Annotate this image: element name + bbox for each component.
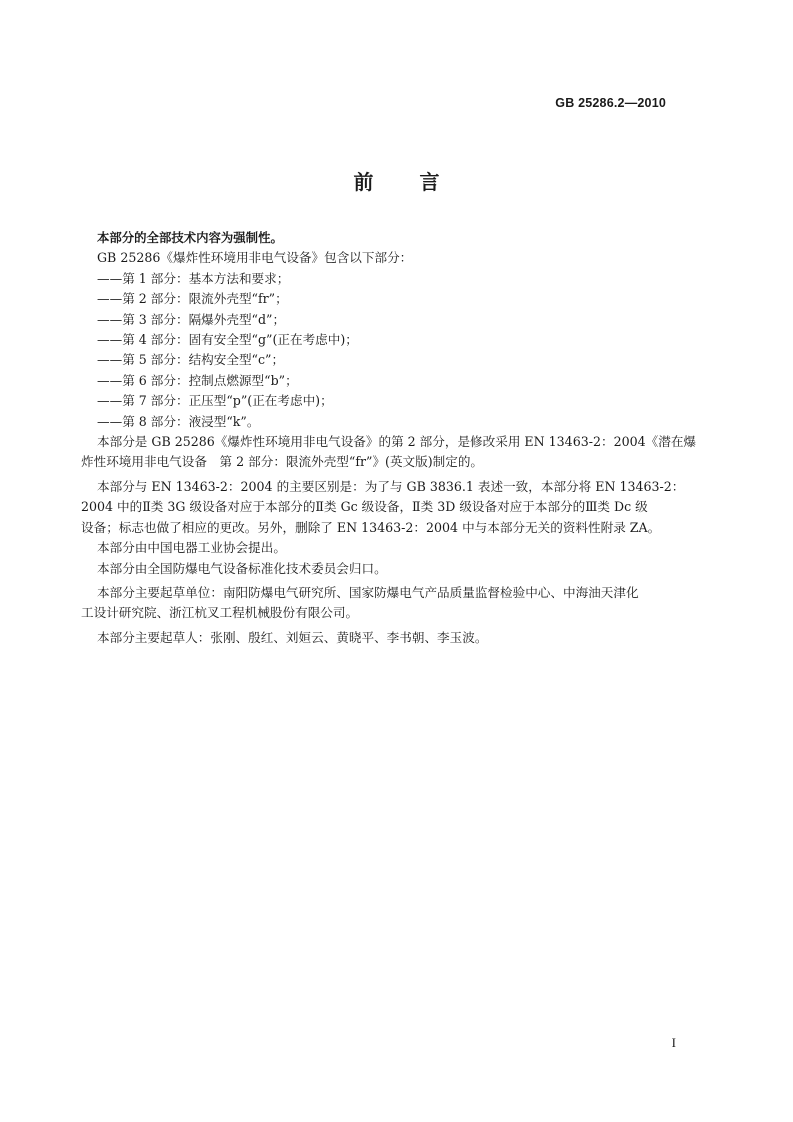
part-item-3: ——第 3 部分：隔爆外壳型“d”；: [97, 311, 286, 327]
page-title: [0, 166, 793, 195]
part-item-8: ——第 8 部分：液浸型“k”。: [97, 413, 260, 429]
part-item-1: ——第 1 部分：基本方法和要求；: [97, 270, 290, 286]
title-char-2: 言: [419, 170, 440, 194]
title-char-1: 前: [353, 170, 374, 194]
part-item-6: ——第 6 部分：控制点燃源型“b”；: [97, 372, 298, 388]
para1-line2: 炸性环境用非电气设备 第 2 部分：限流外壳型“fr”》(英文版)制定的。: [81, 454, 484, 470]
para2-line2: 2004 中的Ⅱ类 3G 级设备对应于本部分的Ⅱ类 Gc 级设备，Ⅱ类 3D 级设备对应于本部分的Ⅲ类 Dc 级: [81, 499, 648, 515]
para5-line1: 本部分主要起草单位：南阳防爆电气研究所、国家防爆电气产品质量监督检验中心、中海油天津化: [97, 584, 639, 600]
para1-line1: 本部分是 GB 25286《爆炸性环境用非电气设备》的第 2 部分，是修改采用 EN 13463-2：2004《潜在爆: [97, 434, 697, 450]
part-item-4: ——第 4 部分：固有安全型“g”(正在考虑中)；: [97, 332, 358, 348]
para2-line3: 设备；标志也做了相应的更改。另外，删除了 EN 13463-2：2004 中与本部分无关的资料性附录 ZA。: [81, 519, 661, 535]
para4: 本部分由全国防爆电气设备标准化技术委员会归口。: [97, 560, 387, 576]
para5-line2: 工设计研究院、浙江杭叉工程机械股份有限公司。: [81, 605, 359, 621]
preface-body: [81, 228, 697, 648]
part-item-5: ——第 5 部分：结构安全型“c”；: [97, 352, 285, 368]
para2-line1: 本部分与 EN 13463-2：2004 的主要区别是：为了与 GB 3836.1 表述一致，本部分将 EN 13463-2：: [97, 478, 685, 494]
para3: 本部分由中国电器工业协会提出。: [97, 540, 286, 556]
part-item-2: ——第 2 部分：限流外壳型“fr”；: [97, 291, 288, 307]
para6: 本部分主要起草人：张刚、殷红、刘姮云、黄晓平、李书朝、李玉波。: [97, 629, 488, 645]
standard-code: GB 25286.2—2010: [555, 96, 666, 110]
part-item-7: ——第 7 部分：正压型“p”(正在考虑中)；: [97, 393, 333, 409]
mandatory-note: 本部分的全部技术内容为强制性。: [97, 230, 283, 245]
page-number: I: [671, 1035, 676, 1050]
intro-line: GB 25286《爆炸性环境用非电气设备》包含以下部分：: [97, 250, 413, 266]
